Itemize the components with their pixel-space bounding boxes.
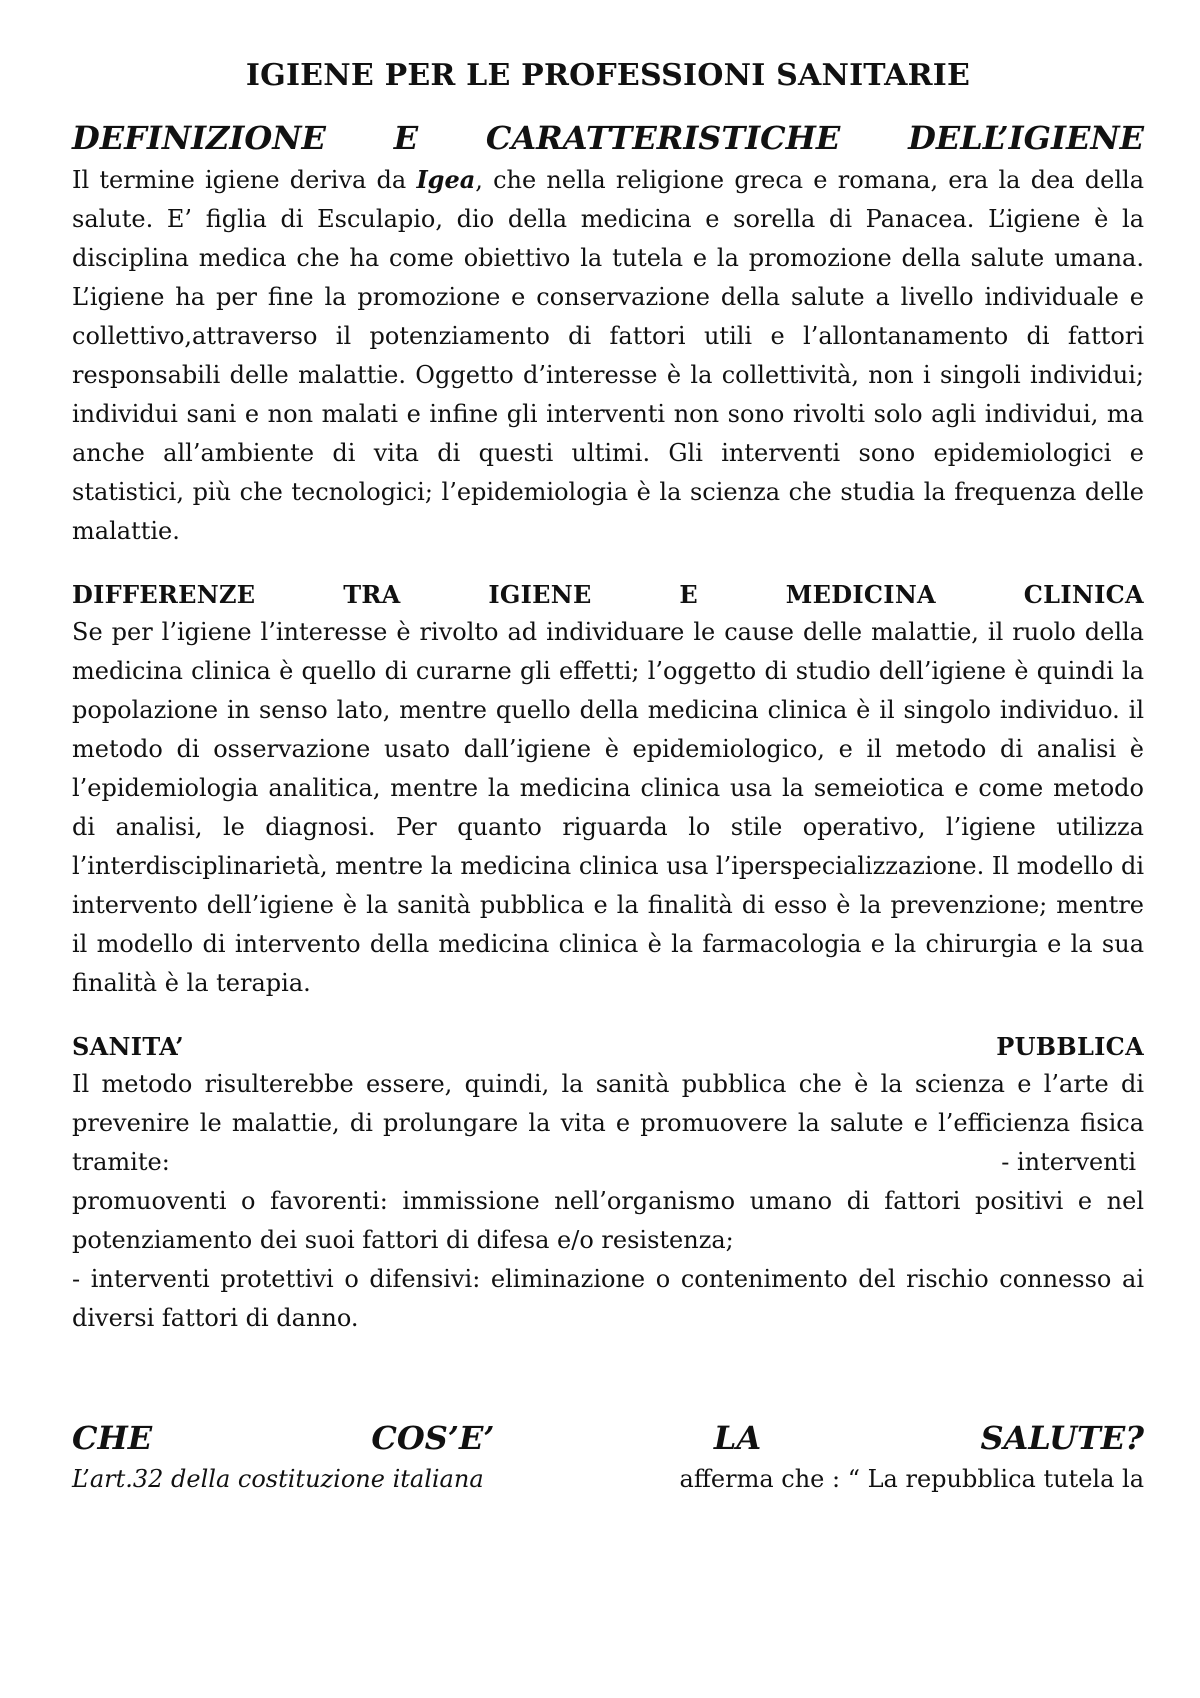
- section-differences: [72, 577, 1144, 1003]
- heading-word: MEDICINA: [785, 580, 936, 609]
- igea-term: Igea: [416, 165, 476, 194]
- heading-word: CARATTERISTICHE: [485, 119, 841, 157]
- section-heading-health: [72, 1416, 1144, 1460]
- section-heading-differences: [72, 577, 1144, 613]
- text-span: , che nella religione greca e romana, era la dea della salute. E’ figlia di Esculapio, dio della medicina e sorella di Panacea. L’igiene è la disciplina medica che ha come obiettivo la tutela e la promozione della salute umana. L’igiene ha per fine la promozione e conservazione della salute a livello individuale e collettivo,attraverso il potenziamento di fattori utili e l’allontanamento di fattori responsabili delle malattie. Oggetto d’interesse è la collettività, non i singoli individui; individui sani e non malati e infine gli interventi non sono rivolti solo agli individui, ma anche all’ambiente di vita di questi ultimi. Gli interventi sono epidemiologici e statistici, più che tecnologici; l’epidemiologia è la scienza che studia la frequenza delle malattie.: [72, 166, 1144, 545]
- heading-word: DEFINIZIONE: [72, 119, 326, 157]
- section-public-health: [72, 1029, 1144, 1338]
- heading-word: LA: [713, 1419, 762, 1457]
- document-page: [72, 54, 1144, 1525]
- heading-word: DIFFERENZE: [72, 580, 256, 609]
- paragraph-definition: [72, 160, 1144, 551]
- paragraph-protective-interventions: - interventi protettivi o difensivi: eliminazione o contenimento del rischio connesso ai diversi fattori di danno.: [72, 1265, 1144, 1332]
- paragraph-differences: Se per l’igiene l’interesse è rivolto ad individuare le cause delle malattie, il ruolo della medicina clinica è quello di curarne gli effetti; l’oggetto di studio dell’igiene è quindi la popolazione in senso lato, mentre quello della medicina clinica è il singolo individuo. il metodo di osservazione usato dall’igiene è epidemiologico, e il metodo di analisi è l’epidemiologia analitica, mentre la medicina clinica usa la semeiotica e come metodo di analisi, le diagnosi. Per quanto riguarda lo stile operativo, l’igiene utilizza l’interdisciplinarietà, mentre la medicina clinica usa l’iperspecializzazione. Il modello di intervento dell’igiene è la sanità pubblica e la finalità di esso è la prevenzione; mentre il modello di intervento della medicina clinica è la farmacologia e la chirurgia e la sua finalità è la terapia.: [72, 618, 1144, 997]
- section-heading-definition: [72, 116, 1144, 160]
- constitution-reference: L’art.32 della costituzione italiana: [72, 1465, 484, 1493]
- section-definition: [72, 116, 1144, 551]
- heading-word: CLINICA: [1023, 580, 1144, 609]
- heading-word: E: [679, 580, 698, 609]
- heading-word: IGIENE: [488, 580, 592, 609]
- heading-word: COS’E’: [371, 1419, 495, 1457]
- heading-word: CHE: [72, 1419, 153, 1457]
- section-health: [72, 1416, 1144, 1499]
- document-title: IGIENE PER LE PROFESSIONI SANITARIE: [245, 58, 971, 93]
- heading-word: SALUTE?: [980, 1419, 1144, 1457]
- text-span: afferma che : “ La repubblica tutela la: [679, 1465, 1144, 1493]
- paragraph-public-health-intro: Il metodo risulterebbe essere, quindi, la sanità pubblica che è la scienza e l’arte di prevenire le malattie, di prolungare la vita e promuovere la salute e l’efficienza fisica tramite:: [72, 1070, 1144, 1176]
- heading-word: TRA: [343, 580, 401, 609]
- interventions-line: [72, 1143, 1144, 1182]
- paragraph-promoting-interventions: promuoventi o favorenti: immissione nell’organismo umano di fattori positivi e nel potenziamento dei suoi fattori di difesa e/o resistenza;: [72, 1187, 1144, 1254]
- section-heading-public-health: [72, 1029, 1144, 1065]
- heading-word: E: [393, 119, 419, 157]
- text-span: Il termine igiene deriva da: [72, 166, 417, 194]
- heading-word: SANITA’: [72, 1032, 184, 1061]
- heading-word: PUBBLICA: [996, 1032, 1144, 1061]
- heading-word: DELL’IGIENE: [908, 119, 1144, 157]
- interventions-label: - interventi: [1001, 1148, 1136, 1176]
- paragraph-health: [72, 1460, 1144, 1499]
